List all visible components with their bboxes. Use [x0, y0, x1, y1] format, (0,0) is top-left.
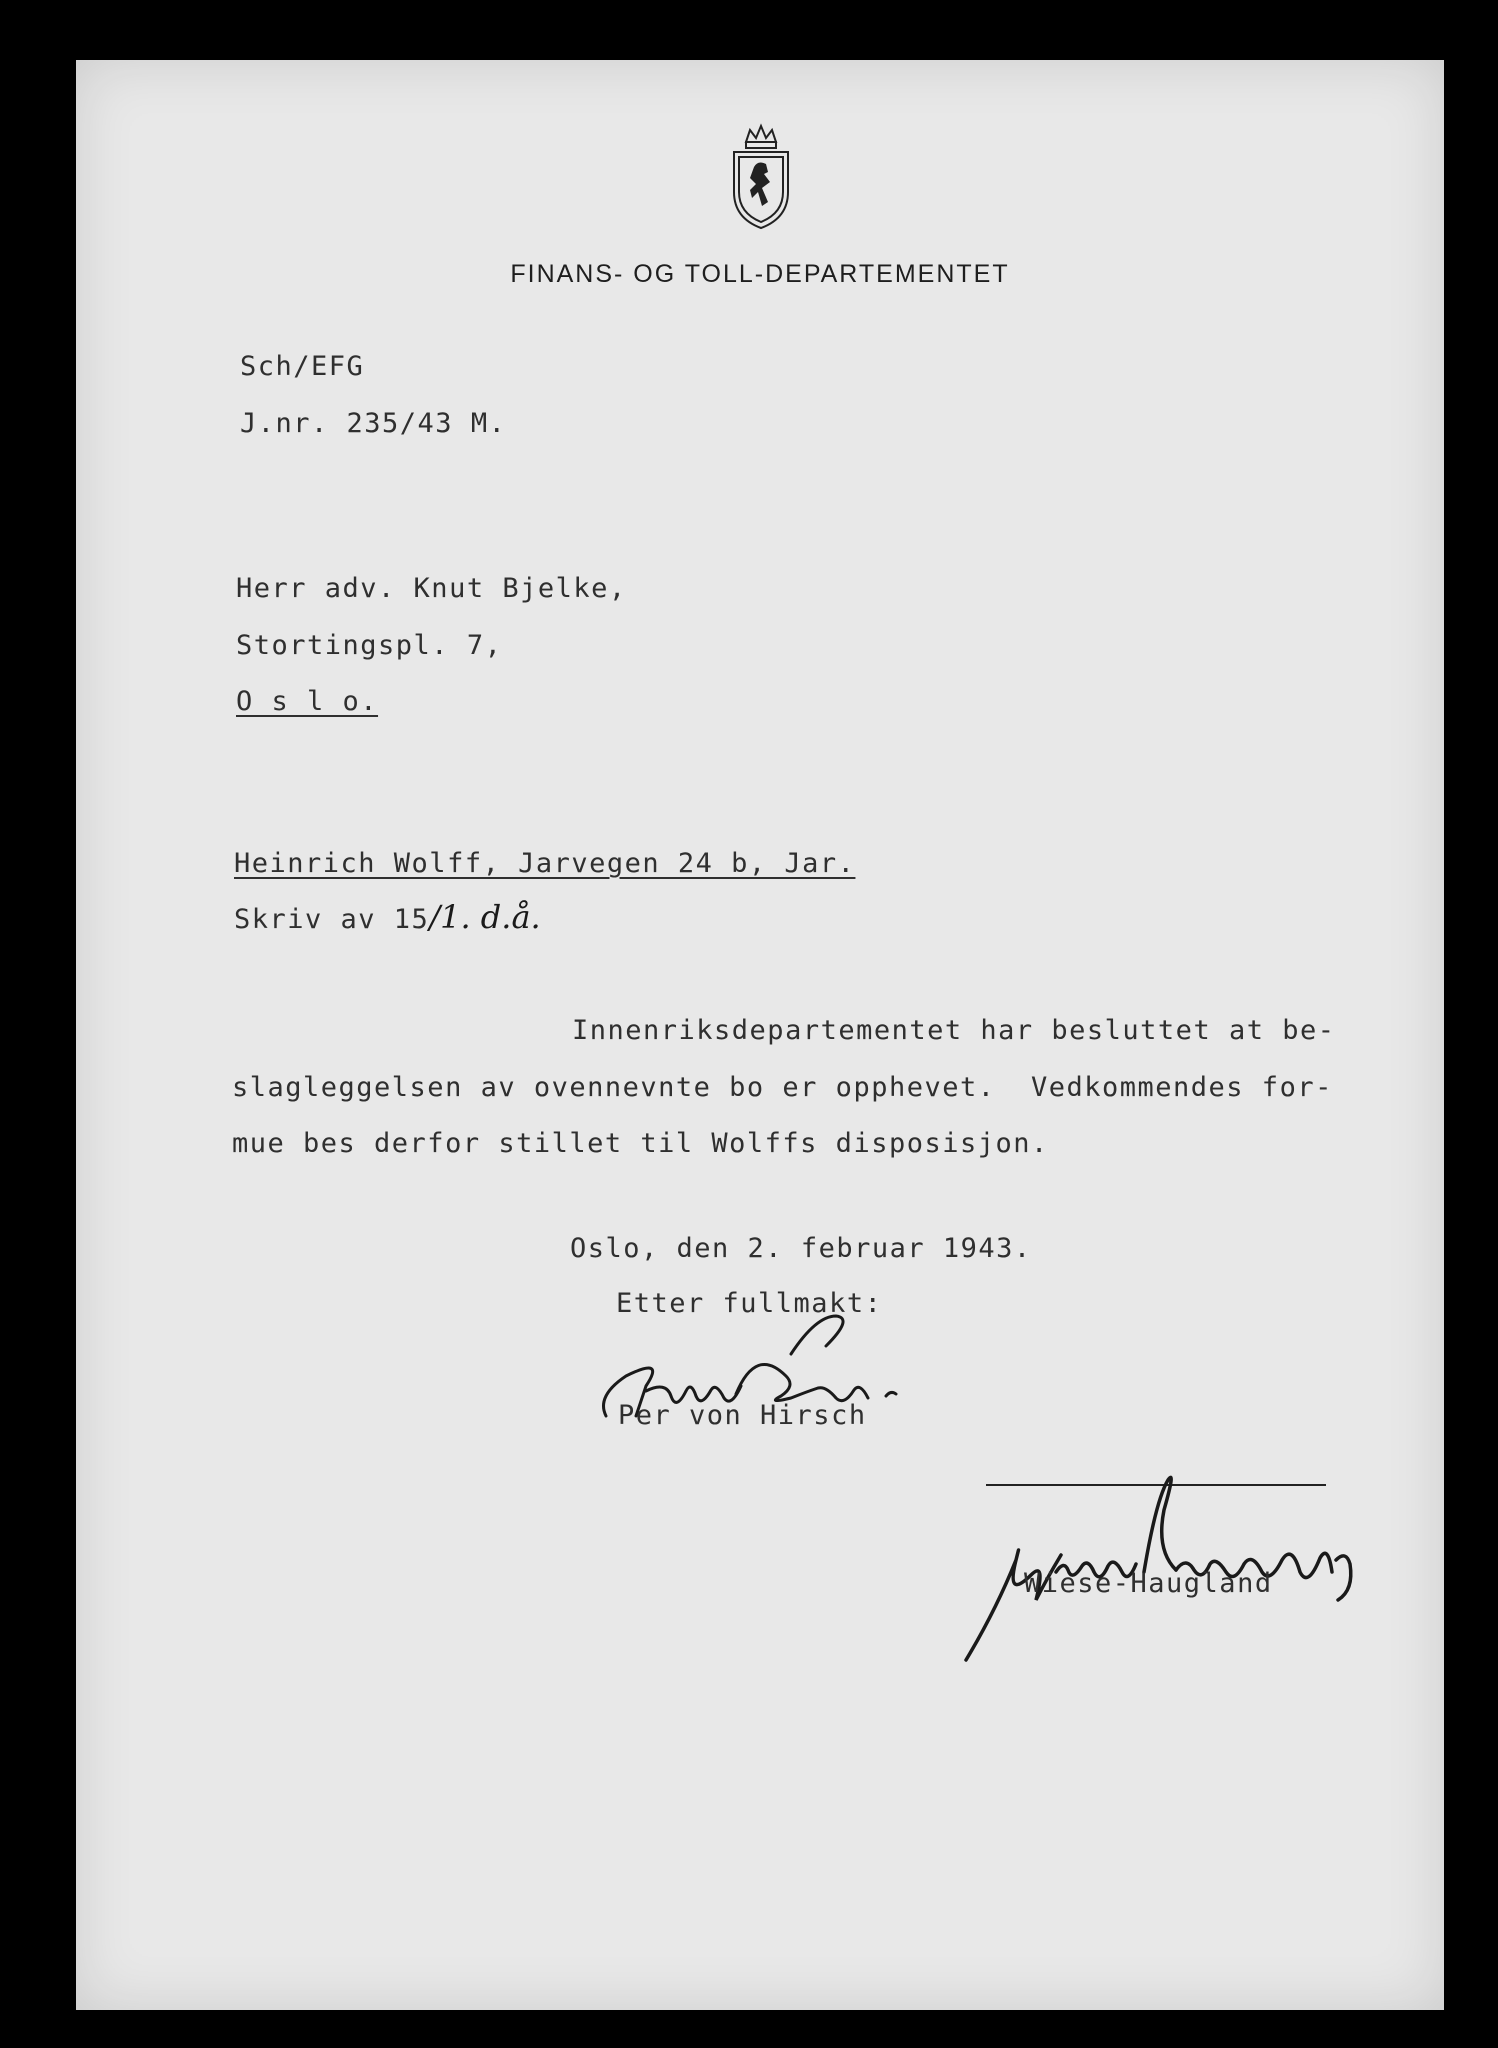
letter-page: [76, 60, 1444, 2010]
journal-number: J.nr. 235/43 M.: [240, 408, 507, 439]
recipient-street: Stortingspl. 7,: [236, 630, 503, 661]
recipient-city: O s l o.: [236, 686, 379, 717]
body-line-2: slagleggelsen av ovennevnte bo er opphevet. Vedkommendes for-: [232, 1072, 1333, 1103]
place-date: Oslo, den 2. februar 1943.: [570, 1233, 1032, 1264]
body-line-3: mue bes derfor stillet til Wolffs disposisjon.: [232, 1128, 1049, 1159]
reference-initials: Sch/EFG: [240, 351, 365, 382]
letter-reference-handwritten: /1. d.å.: [429, 898, 541, 936]
signatory-2-name: Wiese-Haugland: [1024, 1568, 1273, 1599]
authority-line: Etter fullmakt:: [616, 1288, 883, 1319]
letter-reference: [234, 898, 541, 936]
signatory-1-name: Per von Hirsch: [618, 1400, 867, 1431]
recipient-name: Herr adv. Knut Bjelke,: [236, 573, 627, 604]
body-line-1: Innenriksdepartementet har besluttet at be-: [572, 1015, 1336, 1046]
department-heading: FINANS- OG TOLL-DEPARTEMENTET: [510, 260, 1010, 288]
subject-line: Heinrich Wolff, Jarvegen 24 b, Jar.: [234, 848, 856, 879]
letter-reference-typed: Skriv av 15: [234, 904, 430, 935]
coat-of-arms-icon: [728, 122, 794, 232]
